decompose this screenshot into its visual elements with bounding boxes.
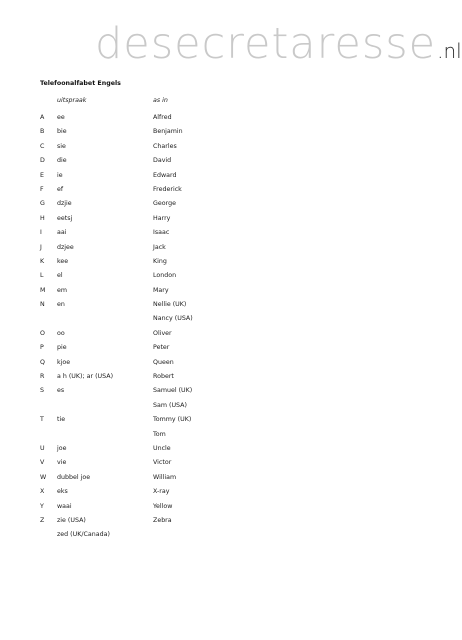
row-word: Robert [153, 373, 174, 381]
row-word: Sam (USA) [153, 401, 187, 409]
row-letter: C [40, 142, 45, 150]
table-row [0, 428, 452, 442]
table-row [0, 442, 452, 456]
table-row [0, 298, 452, 312]
row-word: Tommy (UK) [153, 416, 192, 424]
logo-tld: .nl [437, 39, 462, 63]
table-row [0, 226, 452, 240]
row-pronunciation: em [57, 286, 68, 294]
row-letter: R [40, 373, 45, 381]
table-row [0, 485, 452, 499]
row-word: X-ray [153, 488, 170, 496]
row-letter: W [40, 473, 47, 481]
row-letter: P [40, 344, 44, 352]
row-pronunciation: dubbel joe [57, 473, 91, 481]
row-word: Frederick [153, 185, 182, 193]
row-pronunciation: ie [57, 171, 63, 179]
row-pronunciation: dzjie [57, 200, 72, 208]
table-row [0, 399, 452, 413]
row-pronunciation: sie [57, 142, 66, 150]
row-letter: H [40, 214, 45, 222]
table-row [0, 528, 452, 542]
table-row [0, 140, 452, 154]
table-row [0, 111, 452, 125]
row-word: Harry [153, 214, 171, 222]
row-word: Tom [153, 430, 166, 438]
row-word: Uncle [153, 444, 171, 452]
row-letter: S [40, 387, 44, 395]
row-pronunciation: kjoe [57, 358, 71, 366]
row-word: Zebra [153, 516, 172, 524]
row-pronunciation: joe [57, 444, 67, 452]
row-letter: Q [40, 358, 45, 366]
table-row [0, 212, 452, 226]
row-word: William [153, 473, 177, 481]
row-word: Nancy (USA) [153, 315, 193, 323]
row-word: Nellie (UK) [153, 301, 187, 309]
row-pronunciation: eks [57, 488, 68, 496]
table-row [0, 284, 452, 298]
row-pronunciation: a h (UK); ar (USA) [57, 373, 114, 381]
row-word: Victor [153, 459, 172, 467]
row-word: King [153, 257, 167, 265]
table-row [0, 312, 452, 326]
table-row [0, 500, 452, 514]
site-logo[interactable] [95, 18, 462, 70]
row-word: Isaac [153, 229, 170, 237]
row-word: David [153, 157, 172, 165]
document-title: Telefoonalfabet Engels [40, 80, 121, 87]
table-row [0, 125, 452, 139]
table-row [0, 269, 452, 283]
row-word: London [153, 272, 177, 280]
row-pronunciation: vie [57, 459, 67, 467]
row-letter: U [40, 444, 45, 452]
row-letter: V [40, 459, 45, 467]
row-word: Edward [153, 171, 177, 179]
row-word: Alfred [153, 114, 172, 121]
row-pronunciation: ef [57, 185, 64, 193]
table-row [0, 384, 452, 398]
row-word: Oliver [153, 329, 172, 337]
table-row [0, 341, 452, 355]
row-pronunciation: oo [57, 329, 65, 337]
alphabet-table [0, 111, 452, 543]
row-pronunciation: zie (USA) [57, 516, 86, 524]
row-letter: E [40, 171, 44, 179]
row-letter: K [40, 257, 45, 265]
row-letter: Y [40, 502, 44, 510]
row-pronunciation: eetsj [57, 214, 73, 222]
logo-wordmark [95, 18, 462, 77]
row-letter: O [40, 329, 45, 337]
row-word: Benjamin [153, 128, 183, 136]
row-pronunciation: ee [57, 114, 65, 121]
table-row [0, 413, 452, 427]
table-row [0, 471, 452, 485]
row-letter: G [40, 200, 45, 208]
table-row [0, 514, 452, 528]
row-letter: D [40, 157, 45, 165]
row-word: Charles [153, 142, 177, 150]
row-word: Samuel (UK) [153, 387, 193, 395]
row-word: Yellow [153, 502, 173, 510]
table-row [0, 183, 452, 197]
header-as-in: as in [153, 97, 168, 104]
row-letter: A [40, 114, 45, 121]
row-pronunciation: bie [57, 128, 67, 136]
row-pronunciation: el [57, 272, 63, 280]
table-row [0, 327, 452, 341]
table-row [0, 456, 452, 470]
row-word: Jack [153, 243, 166, 251]
table-row [0, 370, 452, 384]
table-row [0, 241, 452, 255]
table-header [0, 97, 452, 111]
row-pronunciation: tie [57, 416, 66, 424]
row-word: Queen [153, 358, 174, 366]
row-word: George [153, 200, 176, 208]
row-letter: J [40, 243, 42, 251]
row-letter: I [40, 229, 42, 237]
header-pronunciation: uitspraak [57, 97, 87, 104]
row-letter: B [40, 128, 45, 136]
row-letter: Z [40, 516, 45, 524]
row-pronunciation: dzjee [57, 243, 74, 251]
table-row [0, 356, 452, 370]
table-row [0, 169, 452, 183]
row-pronunciation: die [57, 157, 67, 165]
row-letter: X [40, 488, 45, 496]
row-letter: L [40, 272, 44, 280]
row-letter: F [40, 185, 44, 193]
row-pronunciation: es [57, 387, 65, 395]
row-word: Mary [153, 286, 169, 294]
table-row [0, 197, 452, 211]
row-pronunciation: kee [57, 257, 69, 265]
row-pronunciation: pie [57, 344, 67, 352]
table-row [0, 255, 452, 269]
row-letter: M [40, 286, 46, 294]
row-letter: N [40, 301, 45, 309]
row-pronunciation: en [57, 301, 65, 309]
logo-name: desecretaresse [95, 19, 437, 69]
row-letter: T [40, 416, 44, 424]
row-pronunciation: waai [57, 502, 72, 510]
row-pronunciation: aai [57, 229, 67, 237]
table-row [0, 154, 452, 168]
row-word: Peter [153, 344, 170, 352]
row-pronunciation: zed (UK/Canada) [57, 531, 110, 539]
